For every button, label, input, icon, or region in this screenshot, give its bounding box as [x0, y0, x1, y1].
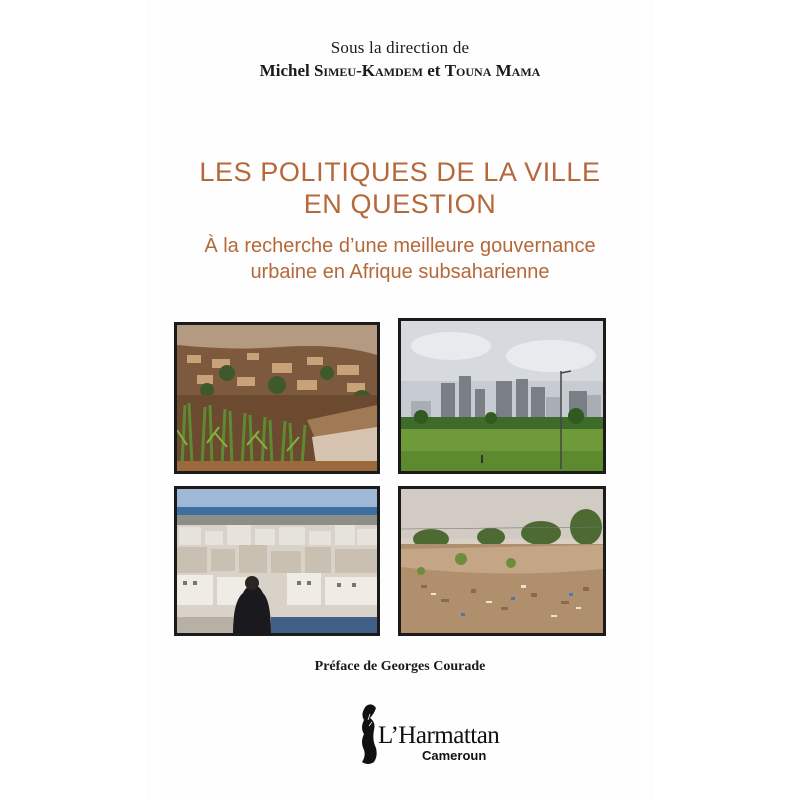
title-line-2: EN QUESTION [303, 189, 497, 219]
photo-waste-field [398, 486, 606, 636]
authors-connector: et [427, 61, 441, 80]
book-subtitle [0, 233, 800, 285]
direction-line: Sous la direction de [330, 38, 470, 57]
photo-coastal-city [174, 486, 380, 636]
author1-last-name: Simeu-Kamdem [313, 61, 423, 80]
publisher-imprint: Cameroun [422, 748, 487, 763]
photo-hillside-town [174, 322, 380, 474]
preface-line: Préface de Georges Courade [314, 659, 486, 674]
book-title [0, 156, 800, 220]
author2-first-name: Touna [444, 61, 492, 80]
author1-first-name: Michel [259, 61, 310, 80]
subtitle-line-1: À la recherche d’une meilleure gouvernance [204, 235, 596, 257]
authors-line [0, 61, 800, 81]
author2-last-name: Mama [495, 61, 541, 80]
publisher-name: L’Harmattan [378, 722, 500, 749]
subtitle-line-2: urbaine en Afrique subsaharienne [250, 261, 550, 283]
photo-city-skyline [398, 318, 606, 474]
title-line-1: LES POLITIQUES DE LA VILLE [199, 157, 601, 187]
publisher-block [318, 692, 518, 772]
